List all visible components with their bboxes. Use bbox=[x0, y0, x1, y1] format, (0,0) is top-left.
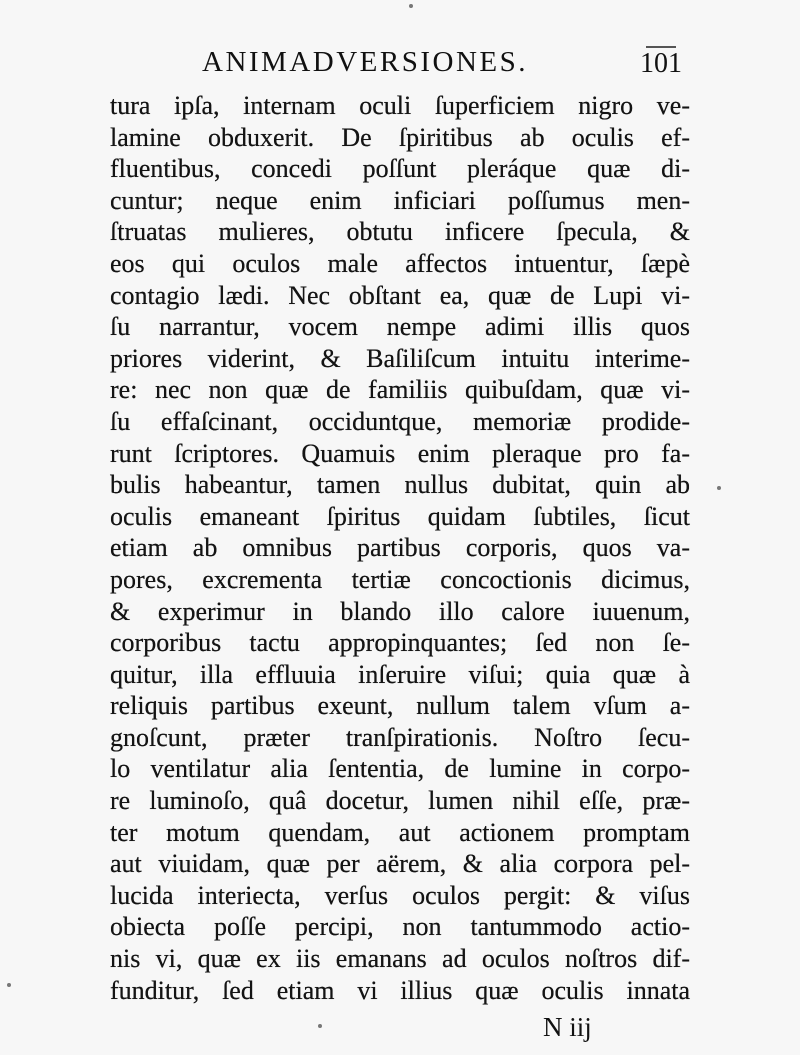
body-text bbox=[110, 90, 690, 1006]
text-line: ſu narrantur, vocem nempe adimi illis quos bbox=[110, 312, 690, 342]
text-line: corporibus tactu appropinquantes; ſed non ſe- bbox=[110, 628, 690, 658]
text-line: & experimur in blando illo calore iuuenum, bbox=[110, 596, 690, 626]
text-line: ſtruatas mulieres, obtutu inficere ſpecula, & bbox=[110, 217, 690, 247]
text-line: nis vi, quæ ex iis emanans ad oculos noſtros dif- bbox=[110, 944, 690, 974]
page-number: 101 bbox=[640, 48, 682, 79]
text-line: pores, excrementa tertiæ concoctionis dicimus, bbox=[110, 564, 690, 594]
running-title: ANIMADVERSIONES. bbox=[202, 46, 528, 78]
text-line: runt ſcriptores. Quamuis enim pleraque pro fa- bbox=[110, 438, 690, 468]
text-line: gnoſcunt, præter tranſpirationis. Noſtro ſecu- bbox=[110, 722, 690, 752]
text-line: lo ventilatur alia ſententia, de lumine in corpo- bbox=[110, 754, 690, 784]
ink-speck bbox=[7, 983, 11, 987]
text-line: cuntur; neque enim inficiari poſſumus men- bbox=[110, 185, 690, 215]
signature-mark: N iij bbox=[543, 1012, 592, 1042]
text-line: aut viuidam, quæ per aërem, & alia corpora pel- bbox=[110, 849, 690, 879]
text-line: priores viderint, & Baſiliſcum intuitu interime- bbox=[110, 343, 690, 373]
text-line: reliquis partibus exeunt, nullum talem vſum a- bbox=[110, 691, 690, 721]
text-line: contagio lædi. Nec obſtant ea, quæ de Lupi vi- bbox=[110, 280, 690, 310]
text-line: lamine obduxerit. De ſpiritibus ab oculis ef- bbox=[110, 122, 690, 152]
text-line: funditur, ſed etiam vi illius quæ oculis innata bbox=[110, 975, 690, 1005]
text-line: obiecta poſſe percipi, non tantummodo actio- bbox=[110, 912, 690, 942]
text-line: lucida interiecta, verſus oculos pergit: & viſus bbox=[110, 880, 690, 910]
text-line: bulis habeantur, tamen nullus dubitat, quin ab bbox=[110, 470, 690, 500]
ink-speck bbox=[318, 1024, 322, 1028]
text-line: ter motum quendam, aut actionem promptam bbox=[110, 817, 690, 847]
ink-speck bbox=[717, 486, 721, 490]
text-line: ſu effaſcinant, occiduntque, memoriæ prodide- bbox=[110, 406, 690, 436]
text-line: fluentibus, concedi poſſunt pleráque quæ di- bbox=[110, 154, 690, 184]
page-header bbox=[0, 46, 800, 86]
text-line: etiam ab omnibus partibus corporis, quos va- bbox=[110, 533, 690, 563]
ink-speck bbox=[409, 4, 413, 8]
text-line: tura ipſa, internam oculi ſuperficiem nigro ve- bbox=[110, 91, 690, 120]
text-line: quitur, illa effluuia inſeruire viſui; quia quæ à bbox=[110, 659, 690, 689]
text-line: eos qui oculos male affectos intuentur, ſæpè bbox=[110, 248, 690, 278]
text-line: re: nec non quæ de familiis quibuſdam, quæ vi- bbox=[110, 375, 690, 405]
text-line: re luminoſo, quâ docetur, lumen nihil eſſe, præ- bbox=[110, 786, 690, 816]
text-line: oculis emaneant ſpiritus quidam ſubtiles, ſicut bbox=[110, 501, 690, 531]
